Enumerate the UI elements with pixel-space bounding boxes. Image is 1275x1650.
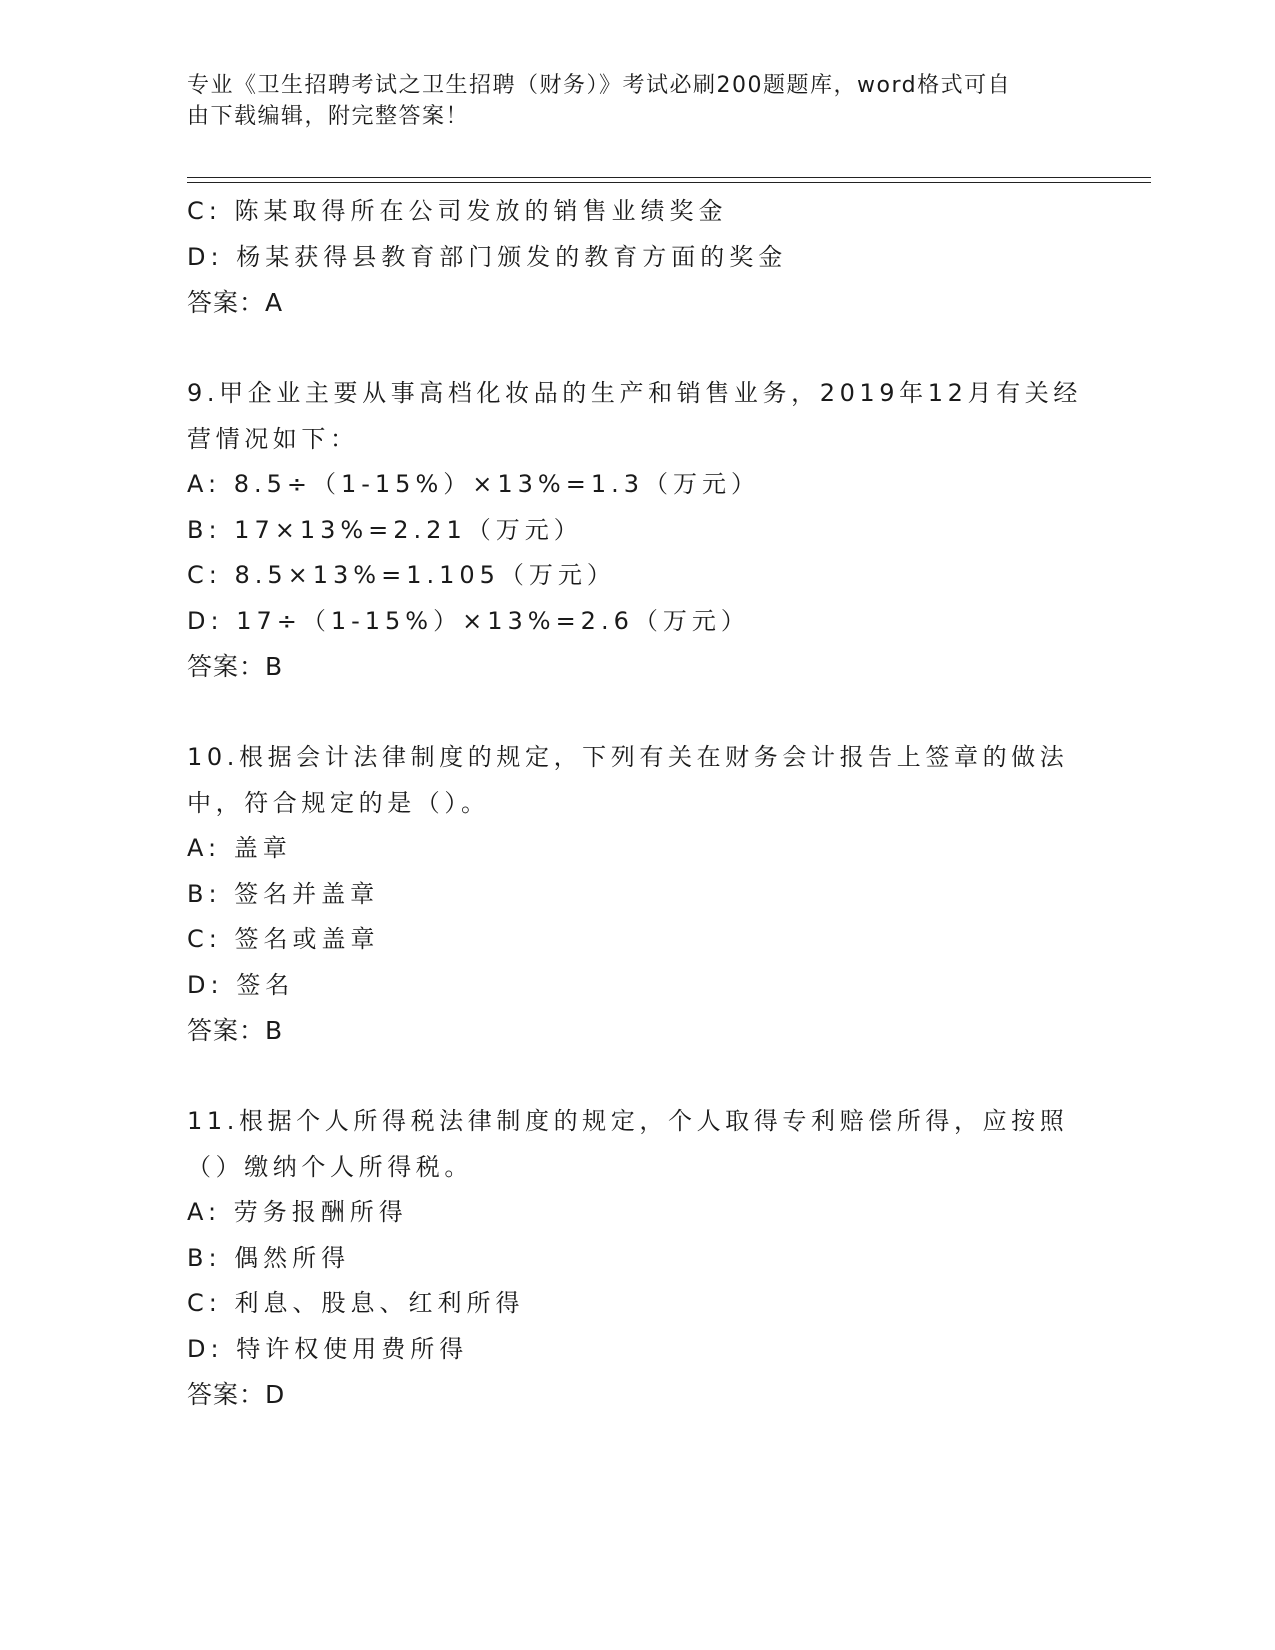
document-header [187,70,1087,132]
answer-line: 答案：B [187,652,284,681]
answer-line: 答案：A [187,288,284,317]
spacer [187,1054,1087,1100]
option-b: B: 签名并盖章 [187,879,380,908]
header-line-2: 由下载编辑，附完整答案！ [187,104,470,129]
header-divider-bottom [187,182,1151,183]
option-a: A: 8.5÷（1-15%）×13%=1.3（万元） [187,470,760,498]
option-b: B: 偶然所得 [187,1243,351,1272]
question-10 [187,735,1087,1054]
option-c: C: 签名或盖章 [187,925,380,953]
option-d: D: 特许权使用费所得 [187,1334,469,1363]
stem-line-2: 中，符合规定的是（）。 [187,788,490,817]
stem-line-1: 10.根据会计法律制度的规定，下列有关在财务会计报告上签章的做法 [187,743,1069,771]
previous-question-tail [187,189,1087,326]
header-line-1: 专业《卫生招聘考试之卫生招聘（财务）》考试必刷200题题库，word格式可自 [187,73,1012,98]
option-b: B: 17×13%=2.21（万元） [187,515,583,544]
stem-line-2: （）缴纳个人所得税。 [187,1152,473,1181]
stem-line-1: 9.甲企业主要从事高档化妆品的生产和销售业务，2019年12月有关经 [187,379,1082,407]
option-a: A: 盖章 [187,834,292,862]
option-c: C: 陈某取得所在公司发放的销售业绩奖金 [187,197,728,225]
answer-line: 答案：B [187,1016,284,1045]
question-9 [187,371,1087,690]
option-d: D: 签名 [187,970,295,999]
question-stem [187,735,1087,826]
option-d: D: 杨某获得县教育部门颁发的教育方面的奖金 [187,242,788,271]
stem-line-1: 11.根据个人所得税法律制度的规定，个人取得专利赔偿所得，应按照 [187,1107,1069,1135]
option-c: C: 利息、股息、红利所得 [187,1289,525,1317]
option-d: D: 17÷（1-15%）×13%=2.6（万元） [187,606,750,635]
option-a: A: 劳务报酬所得 [187,1198,408,1226]
question-stem [187,371,1087,462]
question-11 [187,1099,1087,1418]
spacer [187,326,1087,372]
spacer [187,690,1087,736]
question-list [187,189,1087,1418]
header-divider-top [187,177,1151,178]
answer-line: 答案：D [187,1380,286,1409]
question-stem [187,1099,1087,1190]
stem-line-2: 营情况如下： [187,424,359,453]
option-c: C: 8.5×13%=1.105（万元） [187,561,616,589]
